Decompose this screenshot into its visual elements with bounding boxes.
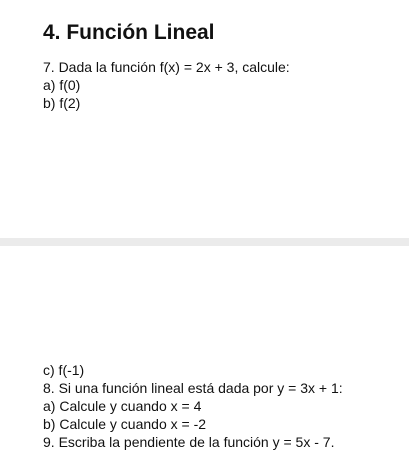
exercise-8-prompt: 8. Si una función lineal está dada por y = 3x + 1: <box>43 380 343 396</box>
exercise-7-prompt: 7. Dada la función f(x) = 2x + 3, calcule: <box>43 59 290 75</box>
exercise-7-item-a: a) f(0) <box>43 77 81 93</box>
document-page-bottom <box>0 246 409 462</box>
page-separator <box>0 238 409 246</box>
exercise-8-item-b: b) Calcule y cuando x = -2 <box>43 416 207 432</box>
section-title: 4. Función Lineal <box>43 21 215 44</box>
exercise-7-item-b: b) f(2) <box>43 95 81 111</box>
exercise-9-prompt: 9. Escriba la pendiente de la función y = 5x - 7. <box>43 434 335 450</box>
exercise-8-item-a: a) Calcule y cuando x = 4 <box>43 398 202 414</box>
exercise-7-item-c: c) f(-1) <box>43 362 85 378</box>
